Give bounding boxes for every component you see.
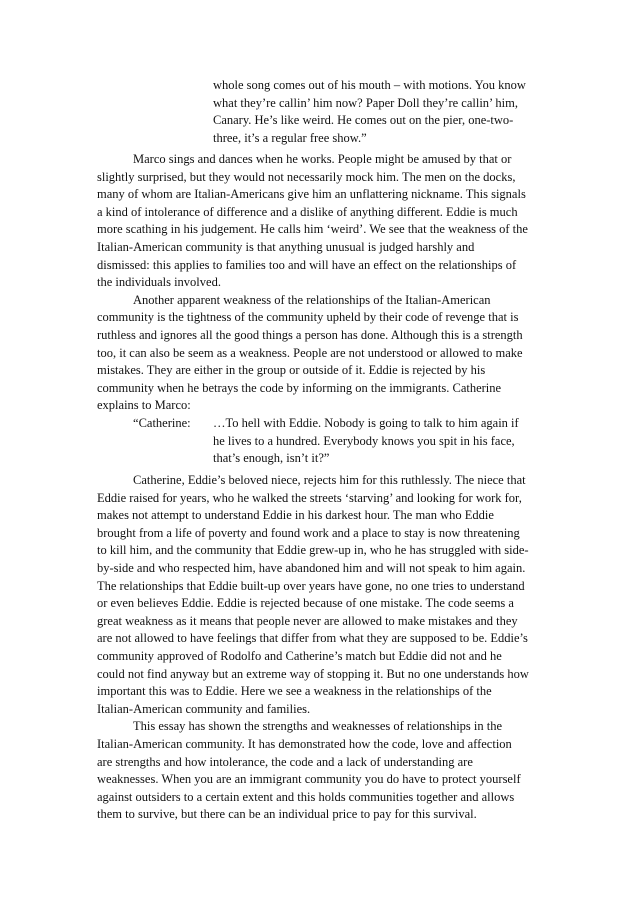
quote-line: Canary. He’s like weird. He comes out on the pier, one-two- bbox=[213, 113, 514, 128]
paragraph-line: a kind of intolerance of difference and a dislike of anything different. Eddie is much bbox=[97, 204, 518, 219]
quote-line: what they’re callin’ him now? Paper Doll they’re callin’ him, bbox=[213, 95, 518, 110]
paragraph-line: them to survive, but there can be an individual price to pay for this survival. bbox=[97, 807, 477, 822]
paragraph-line: Another apparent weakness of the relationships of the Italian-American bbox=[133, 292, 491, 307]
paragraph-line: are not allowed to have feelings that differ from what they are supposed to be. Eddie’s bbox=[97, 631, 528, 646]
paragraph-line: Italian-American community is that anything unusual is judged harshly and bbox=[97, 239, 475, 254]
paragraph-line: ruthless and ignores all the good things a person has done. Although this is a strength bbox=[97, 327, 523, 342]
paragraph-line: Catherine, Eddie’s beloved niece, rejects him for this ruthlessly. The niece that bbox=[133, 473, 526, 487]
quote-line: whole song comes out of his mouth – with motions. You know bbox=[213, 78, 526, 92]
paragraph-line: the individuals involved. bbox=[97, 275, 221, 290]
paragraph-line: weaknesses. When you are an immigrant community you do have to protect yourself bbox=[97, 772, 521, 787]
paragraph-line: community is the tightness of the community upheld by their code of revenge that is bbox=[97, 310, 519, 325]
block-quote-top bbox=[213, 77, 526, 147]
paragraph-line: Italian-American community. It has demonstrated how the code, love and affection bbox=[97, 736, 512, 751]
paragraph-line: makes not attempt to understand Eddie in his darkest hour. The man who Eddie bbox=[97, 508, 494, 523]
paragraph-line: mistakes. They are either in the group or outside of it. Eddie is rejected by his bbox=[97, 363, 486, 378]
paragraph-line: community approved of Rodolfo and Catherine’s match but Eddie did not and he bbox=[97, 648, 502, 663]
dialogue-quote bbox=[213, 415, 519, 468]
paragraph-line: could not find anyway but an extreme way of stopping it. But no one understands how bbox=[97, 666, 529, 681]
dialogue-line: …To hell with Eddie. Nobody is going to talk to him again if bbox=[213, 416, 519, 430]
paragraph-line: more scathing in his judgement. He calls him ‘weird’. We see that the weakness of the bbox=[97, 222, 528, 237]
quote-line: three, it’s a regular free show.” bbox=[213, 130, 367, 145]
paragraph-line: explains to Marco: bbox=[97, 398, 191, 413]
paragraph-line: to kill him, and the community that Eddie grew-up in, who he has struggled with side- bbox=[97, 543, 529, 558]
dialogue-line: that’s enough, isn’t it?” bbox=[213, 451, 330, 466]
paragraph-line: community when he betrays the code by informing on the immigrants. Catherine bbox=[97, 380, 502, 395]
paragraph-line: too, it can also be seem as a weakness. People are not understood or allowed to make bbox=[97, 345, 523, 360]
speaker-colon: : bbox=[187, 416, 191, 430]
body-paragraphs-2 bbox=[97, 472, 545, 824]
paragraph-line: against outsiders to a certain extent and this holds communities together and allows bbox=[97, 789, 515, 804]
paragraph-line: brought from a life of poverty and found work and a place to stay is now threatening bbox=[97, 525, 520, 540]
body-paragraphs-1 bbox=[97, 151, 545, 415]
paragraph-line: or even believes Eddie. Eddie is rejected because of one mistake. The code seems a bbox=[97, 596, 514, 611]
dialogue-speaker bbox=[133, 415, 191, 433]
paragraph-line: The relationships that Eddie built-up over years have gone, no one tries to understand bbox=[97, 578, 525, 593]
paragraph-line: Italian-American community and families. bbox=[97, 701, 311, 716]
paragraph-line: great weakness as it means that people never are allowed to make mistakes and they bbox=[97, 613, 518, 628]
open-quote: “ bbox=[133, 416, 139, 430]
paragraph-line: Marco sings and dances when he works. People might be amused by that or bbox=[133, 152, 512, 166]
paragraph-line: This essay has shown the strengths and weaknesses of relationships in the bbox=[133, 719, 503, 734]
paragraph-line: important this was to Eddie. Here we see a weakness in the relationships of the bbox=[97, 684, 492, 699]
paragraph-line: dismissed: this applies to families too and will have an effect on the relationships of bbox=[97, 257, 517, 272]
paragraph-line: by-side and who respected him, have abandoned him and will not speak to him again. bbox=[97, 560, 526, 575]
speaker-name: Catherine bbox=[138, 416, 188, 430]
paragraph-line: many of whom are Italian-Americans give him an unflattering nickname. This signals bbox=[97, 187, 526, 202]
dialogue-line: he lives to a hundred. Everybody knows you spit in his face, bbox=[213, 433, 515, 448]
paragraph-line: Eddie raised for years, who he walked the streets ‘starving’ and looking for work for, bbox=[97, 490, 522, 505]
paragraph-line: slightly surprised, but they would not necessarily mock him. The men on the docks, bbox=[97, 169, 516, 184]
paragraph-line: are strengths and how intolerance, the code and a lack of understanding are bbox=[97, 754, 473, 769]
